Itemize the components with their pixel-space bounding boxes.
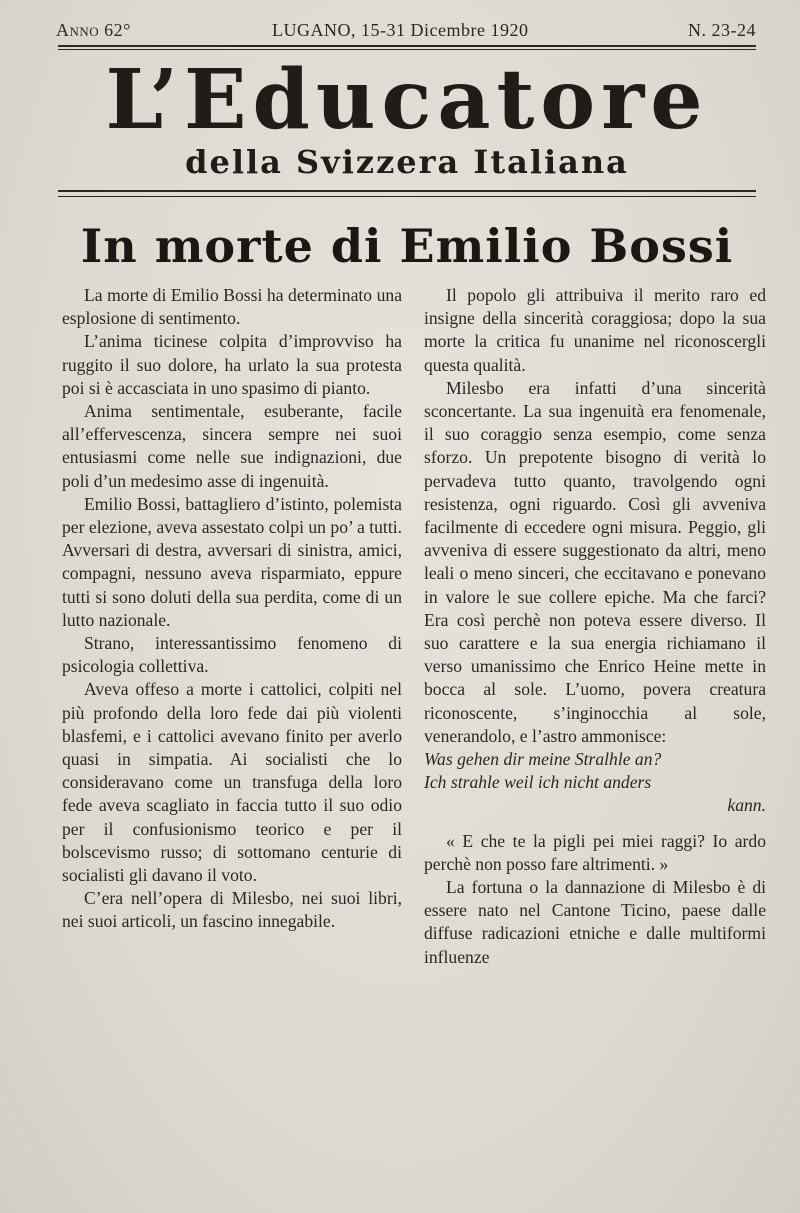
volume-year: Anno 62°: [56, 20, 131, 40]
header-rule-thin: [58, 49, 756, 50]
paragraph: Emilio Bossi, battagliero d’istinto, polemista per elezione, aveva assestato colpi un po’ a tutti. Avversari di destra, avversari di sinistra, amici, compagni, nessuno aveva risparmiato, eppure tutti si sono doluti della sua perdita, come di un lutto nazionale.: [62, 493, 402, 630]
masthead-subtitle: della Svizzera Italiana: [185, 143, 629, 181]
verse-line-end: kann.: [727, 795, 766, 816]
paragraph: « E che te la pigli pei miei raggi? Io ardo perchè non posso fare altrimenti. »: [424, 830, 766, 874]
verse-line: Ich strahle weil ich nicht anders: [424, 772, 652, 793]
article-title: In morte di Emilio Bossi: [80, 219, 734, 273]
running-header: [56, 20, 756, 42]
paragraph: C’era nell’opera di Milesbo, nei suoi libri, nei suoi articoli, un fascino innegabile.: [62, 888, 402, 932]
verse-spacer: [424, 818, 766, 830]
paragraph: Aveva offeso a morte i cattolici, colpiti nel più profondo della loro fede dai più violenti blasfemi, e i cattolici avevano finito per averlo quasi in simpatia. Ai socialisti che lo consideravano come un transfuga della loro fede aveva scagliato in faccia tutto il suo odio per il confusionismo teorico e per il bolscevismo russo; di sottomano centurie di socialisti gli davano il voto.: [62, 679, 402, 886]
masthead-title: L’Educatore: [105, 52, 709, 148]
masthead-rule: [58, 190, 756, 192]
place-date: LUGANO, 15-31 Dicembre 1920: [272, 20, 529, 40]
paragraph: La fortuna o la dannazione di Milesbo è di essere nato nel Cantone Ticino, paese dalle diffuse radicazioni etniche e dalle multiformi influenze: [424, 877, 766, 967]
verse-line: Was gehen dir meine Stralhle an?: [424, 749, 662, 770]
left-column: [62, 284, 402, 934]
paragraph: La morte di Emilio Bossi ha determinato una esplosione di sentimento.: [62, 285, 402, 329]
issue-number: N. 23-24: [688, 20, 756, 40]
paragraph: Il popolo gli attribuiva il merito raro ed insigne della sincerità coraggiosa; dopo la sua morte la critica fu unanime nel riconoscergli questa qualità.: [424, 285, 766, 375]
paragraph: L’anima ticinese colpita d’improvviso ha ruggito il suo dolore, ha urlato la sua protesta poi si è accasciata in uno spasimo di pianto.: [62, 331, 402, 398]
right-column: [424, 284, 766, 969]
paragraph: Anima sentimentale, esuberante, facile all’effervescenza, sincera sempre nei suoi entusiasmi come nelle sue indignazioni, due poli d’un medesimo asse di ingenuità.: [62, 401, 402, 491]
header-rule: [58, 45, 756, 47]
paragraph: Strano, interessantissimo fenomeno di psicologia collettiva.: [62, 633, 402, 677]
masthead-rule-thin: [58, 196, 756, 197]
paragraph: Milesbo era infatti d’una sincerità sconcertante. La sua ingenuità era fenomenale, il suo coraggio senza esempio, come senza sforzo. Un prepotente bisogno di verità lo pervadeva tutto quanto, travolgendo ogni resistenza, ogni riguardo. Così gli avveniva facilmente di eccedere ogni misura. Peggio, gli avveniva di essere suggestionato da altri, meno leali o meno sinceri, che eccitavano e ponevano in valore le sue collere epiche. Ma che farci? Era così perchè non poteva essere diverso. Il suo carattere e la sua energia richiamano il verso umanissimo che Enrico Heine mette in bocca al sole. L’uomo, povera creatura riconoscente, s’inginocchia al sole, venerandolo, e l’astro ammonisce:: [424, 377, 766, 746]
